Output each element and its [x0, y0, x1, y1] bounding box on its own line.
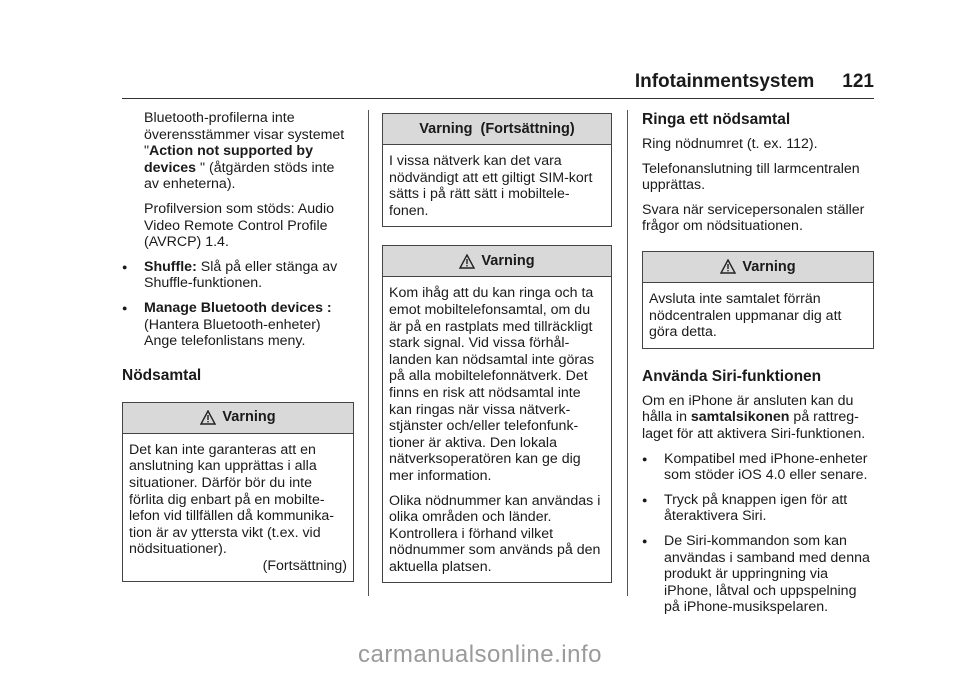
text-line: Bluetooth-profilerna inte	[144, 110, 295, 126]
text-line: Tryck på knappen igen för att	[664, 491, 848, 508]
paragraph	[642, 161, 874, 194]
warning-icon	[459, 254, 475, 269]
text-line: situationer. Därför bör du inte	[129, 474, 312, 491]
text-span: " (åtgärden stöds inte	[200, 159, 335, 176]
warning-header	[383, 114, 611, 145]
section-title: Infotainmentsystem	[634, 71, 815, 92]
text-line: sätts i på rätt sätt i mobiltele-	[389, 186, 570, 203]
warning-title: Varning (Fortsättning)	[419, 120, 575, 137]
paragraph	[642, 393, 874, 443]
text-line: nödvändigt att ett giltigt SIM-kort	[389, 169, 593, 186]
paragraph	[122, 110, 354, 193]
text-line: I vissa nätverk kan det vara	[389, 153, 562, 169]
bold-text: samtalsikonen	[690, 409, 790, 426]
text-line: användas i samband med denna	[664, 549, 870, 566]
text-line	[144, 300, 332, 317]
bullet-icon: ●	[642, 494, 648, 505]
text-line: frågor om nödsituationen.	[642, 218, 803, 235]
text-line: (AVRCP) 1.4.	[144, 234, 229, 251]
bullet-icon: ●	[642, 535, 648, 546]
text-line: på iPhone-musikspelaren.	[664, 599, 829, 616]
warning-body	[123, 434, 353, 582]
text-line: överensstämmer visar systemet	[144, 126, 345, 143]
warning-box	[642, 251, 874, 349]
warning-icon	[200, 410, 216, 425]
text-line: Shuffle-funktionen.	[144, 275, 263, 292]
paragraph	[122, 201, 354, 251]
text-line: Olika nödnummer kan användas i	[389, 492, 601, 509]
column-left	[122, 110, 354, 582]
bold-text: devices	[144, 159, 201, 176]
text-span: på rattreg-	[789, 409, 859, 426]
bold-text: Action not supported by	[149, 143, 313, 160]
text-line: kan ringas när vissa nätverk-	[389, 401, 571, 418]
continued-note: (Fortsättning)	[262, 557, 347, 574]
text-line: upprättas.	[642, 177, 706, 194]
text-line: Kontrollera i förhand vilket	[389, 525, 554, 542]
warning-icon	[720, 259, 736, 274]
warning-box	[382, 245, 612, 583]
text-line: tioner är aktiva. Den lokala	[389, 434, 557, 451]
text-line: nödcentralen uppmanar dig att	[649, 307, 842, 324]
text-line: Om en iPhone är ansluten kan du	[642, 392, 854, 409]
text-line: Kompatibel med iPhone-enheter	[664, 450, 868, 467]
text-line: tion är av yttersta vikt (t.ex. vid	[129, 524, 321, 541]
list-item	[122, 300, 354, 350]
text-line: De Siri-kommandon som kan	[664, 532, 847, 549]
warning-title: Varning	[481, 253, 535, 270]
list-item	[122, 259, 354, 292]
text-line: Profilversion som stöds: Audio	[144, 200, 335, 217]
text-line: förlita dig enbart på en mobilte-	[129, 491, 325, 508]
bullet-icon: ●	[642, 453, 648, 464]
bullet-icon: ●	[122, 302, 128, 313]
text-line: Svara när servicepersonalen ställer	[642, 201, 865, 218]
text-line: Det kan inte garanteras att en	[129, 441, 316, 458]
watermark-link[interactable]: carmanualsonline.info	[358, 641, 602, 668]
text-line: nödnummer som används på den	[389, 542, 601, 559]
list-item	[642, 451, 874, 484]
warning-header	[643, 252, 873, 283]
text-line: som stöder iOS 4.0 eller senare.	[664, 467, 868, 484]
text-line	[642, 409, 874, 426]
text-line	[144, 160, 354, 177]
text-line: på alla mobiltelefonnätverk. Det	[389, 368, 588, 385]
text-line: olika områden och länder.	[389, 509, 552, 526]
warning-body	[643, 283, 873, 348]
text-span: hålla in	[642, 409, 691, 426]
warning-header	[123, 403, 353, 434]
column-middle	[382, 113, 612, 583]
column-divider	[368, 110, 369, 596]
text-line: landen kan nödsamtal inte göras	[389, 351, 595, 368]
text-line: av enheterna).	[144, 176, 236, 193]
text-line	[144, 259, 337, 276]
text-line: mer information.	[389, 467, 492, 484]
text-line: produkt är uppringning via	[664, 566, 829, 583]
list-item	[642, 492, 874, 525]
page-number: 121	[842, 71, 874, 92]
text-line: anslutning kan upprättas i alla	[129, 458, 317, 475]
text-line: aktuella platsen.	[389, 558, 492, 575]
text-line: iPhone, låtval och uppspelning	[664, 582, 857, 599]
warning-box	[122, 402, 354, 583]
text-span: Slå på eller stänga av	[196, 258, 338, 275]
warning-title: Varning	[742, 258, 796, 275]
text-line: Video Remote Control Profile	[144, 217, 328, 234]
text-line: finns en risk att nödsamtal inte	[389, 384, 581, 401]
text-line: Telefonanslutning till larmcentralen	[642, 160, 860, 177]
text-line: lefon vid tillfällen då kommunika-	[129, 508, 335, 525]
section-heading: Nödsamtal	[122, 366, 202, 384]
list-item	[642, 533, 874, 616]
warning-body	[383, 145, 611, 226]
text-line: stark signal. Vid vissa förhål-	[389, 335, 570, 352]
text-line: Ange telefonlistans meny.	[144, 333, 306, 350]
text-line: återaktivera Siri.	[664, 508, 767, 525]
text-line: fonen.	[389, 202, 429, 219]
bold-text: Shuffle:	[144, 258, 197, 275]
warning-body	[383, 277, 611, 582]
text-line: nödsituationer).	[129, 541, 227, 558]
text-line: stjänster och/eller telefonfunk-	[389, 418, 579, 435]
column-right	[642, 110, 874, 616]
bullet-icon: ●	[122, 261, 128, 272]
text-line: Avsluta inte samtalet förrän	[649, 290, 821, 307]
section-heading: Ringa ett nödsamtal	[642, 111, 791, 128]
section-heading: Använda Siri-funktionen	[642, 367, 822, 385]
text-line: nätverksoperatören kan ge dig	[389, 451, 581, 468]
text-line	[144, 143, 354, 160]
paragraph: Ring nödnumret (t. ex. 112).	[642, 136, 818, 152]
warning-box	[382, 113, 612, 227]
warning-header	[383, 246, 611, 277]
text-line: är på en rastplats med tillräckligt	[389, 318, 593, 335]
column-divider	[627, 110, 628, 596]
text-line: (Hantera Bluetooth-enheter)	[144, 316, 321, 333]
page-header	[122, 68, 874, 99]
text-line: laget för att aktivera Siri-funktionen.	[642, 425, 866, 442]
quote-mark: "	[144, 143, 150, 160]
bold-text: Manage Bluetooth devices :	[144, 299, 332, 316]
text-line: göra detta.	[649, 324, 717, 341]
text-line: Kom ihåg att du kan ringa och ta	[389, 285, 594, 302]
text-line: emot mobiltelefonsamtal, om du	[389, 301, 591, 318]
warning-title: Varning	[222, 409, 276, 426]
paragraph	[642, 202, 874, 235]
